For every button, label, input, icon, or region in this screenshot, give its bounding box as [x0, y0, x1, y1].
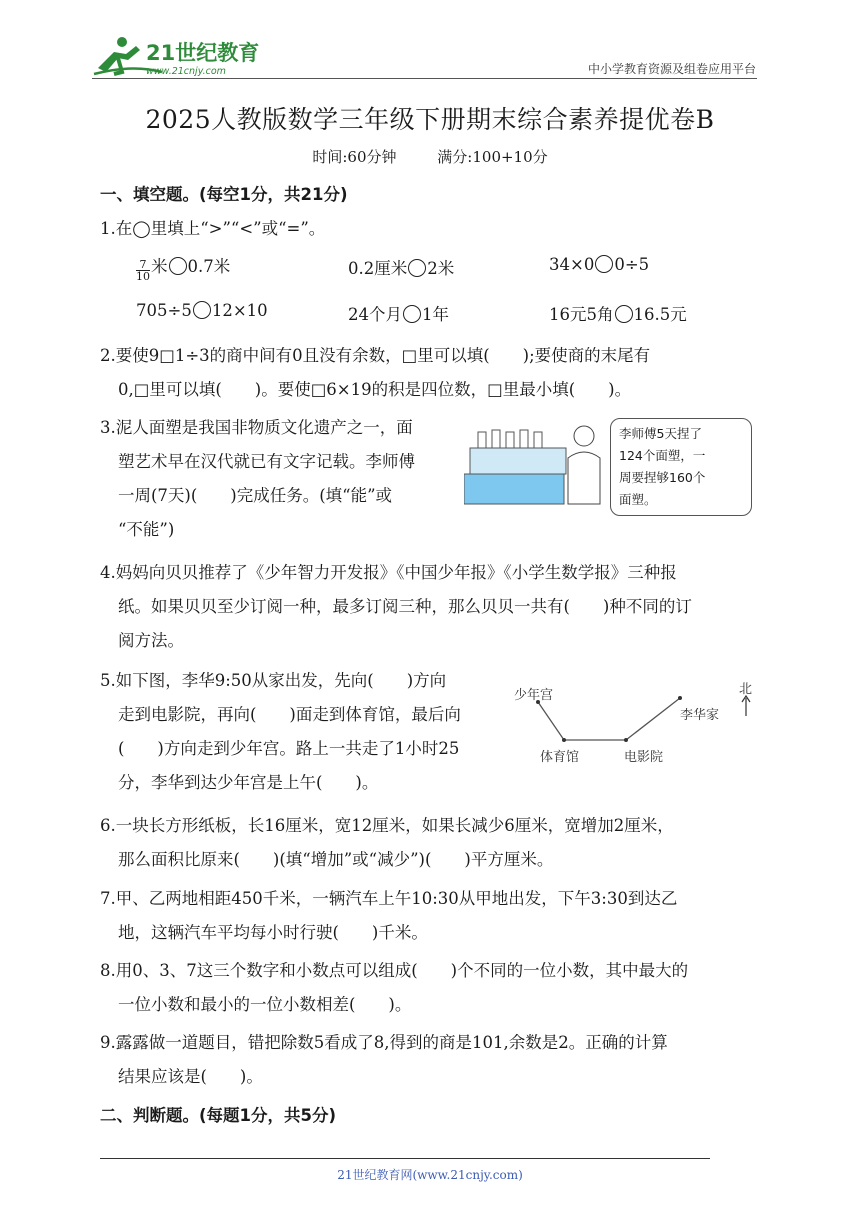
page-title: 2025人教版数学三年级下册期末综合素养提优卷B	[145, 105, 715, 134]
answer-circle[interactable]	[595, 255, 613, 273]
answer-circle[interactable]	[169, 257, 187, 275]
footer-link[interactable]: 21世纪教育网(www.21cnjy.com)	[337, 1168, 523, 1182]
time-limit: 时间:60分钟	[312, 148, 397, 166]
question-7: 7.甲、乙两地相距450千米，一辆汽车上午10:30从甲地出发，下午3:30到达乙 地，这辆汽车平均每小时行驶( )千米。	[100, 889, 678, 942]
question-8: 8.用0、3、7这三个数字和小数点可以组成( )个不同的一位小数，其中最大的 一位小数和最小的一位小数相差( )。	[100, 961, 689, 1014]
section-heading-2: 二、判断题。(每题1分，共5分)	[100, 1106, 337, 1125]
compare-item: 0.2厘米 2米	[348, 259, 455, 278]
map-label-home: 李华家	[680, 708, 720, 723]
answer-circle[interactable]	[615, 305, 633, 323]
answer-circle[interactable]	[408, 259, 426, 277]
question-6: 6.一块长方形纸板，长16厘米，宽12厘米，如果长减少6厘米，宽增加2厘米， 那么面积比原来( )(填“增加”或“减少”)( )平方厘米。	[100, 816, 674, 869]
compare-item: 24个月 1年	[348, 305, 449, 324]
map-label-north: 北	[739, 682, 753, 697]
question-9: 9.露露做一道题目，错把除数5看成了8,得到的商是101,余数是2。正确的计算 结果应该是( )。	[100, 1033, 668, 1086]
fraction: $\frac{7}{10}$	[136, 258, 150, 283]
map-label-palace: 少年宫	[514, 688, 554, 703]
north-arrow-icon	[742, 696, 750, 716]
header-divider	[92, 78, 757, 79]
logo-url: www.21cnjy.com	[146, 66, 226, 77]
question-4: 4.妈妈向贝贝推荐了《少年智力开发报》《中国少年报》《小学生数学报》三种报 纸。如果贝贝至少订阅一种，最多订阅三种，那么贝贝一共有( )种不同的订 阅方法。	[100, 563, 692, 650]
section-heading-1: 一、填空题。(每空1分，共21分)	[100, 185, 348, 204]
clay-figures-illustration	[464, 418, 604, 506]
compare-item: 705÷5 12×10	[136, 301, 268, 320]
compare-item: 34×0 0÷5	[549, 255, 650, 274]
teacher-figure	[568, 426, 600, 504]
speech-bubble: 李师傅5天捏了 124个面塑，一 周要捏够160个 面塑。	[610, 418, 752, 516]
route-map	[508, 672, 764, 772]
map-label-cinema: 电影院	[624, 750, 664, 765]
map-label-gym: 体育馆	[540, 750, 580, 765]
compare-item: 16元5角 16.5元	[549, 305, 687, 324]
platform-label: 中小学教育资源及组卷应用平台	[587, 62, 756, 76]
compare-item: $\frac{7}{10}$ 米 0.7米	[136, 257, 231, 283]
full-score: 满分:100+10分	[437, 148, 548, 166]
question-1-stem: 1.在◯里填上“>”“<”或“=”。	[100, 219, 326, 238]
footer-divider	[100, 1158, 710, 1159]
answer-circle[interactable]	[193, 301, 211, 319]
question-5: 5.如下图，李华9:50从家出发，先向( )方向 走到电影院，再向( )面走到体育馆，最后向 ( )方向走到少年宫。路上一共走了1小时25 分，李华到达少年宫是上午( )。	[100, 671, 461, 792]
answer-circle[interactable]	[403, 305, 421, 323]
question-2: 2.要使9□1÷3的商中间有0且没有余数，□里可以填( );要使商的末尾有 0,□里可以填( )。要使□6×19的积是四位数，□里最小填( )。	[100, 346, 651, 399]
logo-text: 21世纪教育	[146, 41, 260, 65]
exam-info	[0, 146, 860, 167]
site-logo	[92, 34, 262, 80]
question-3: 3.泥人面塑是我国非物质文化遗产之一，面 塑艺术早在汉代就已有文字记载。李师傅 一周(7天)( )完成任务。(填“能”或 “不能”)	[100, 418, 415, 539]
